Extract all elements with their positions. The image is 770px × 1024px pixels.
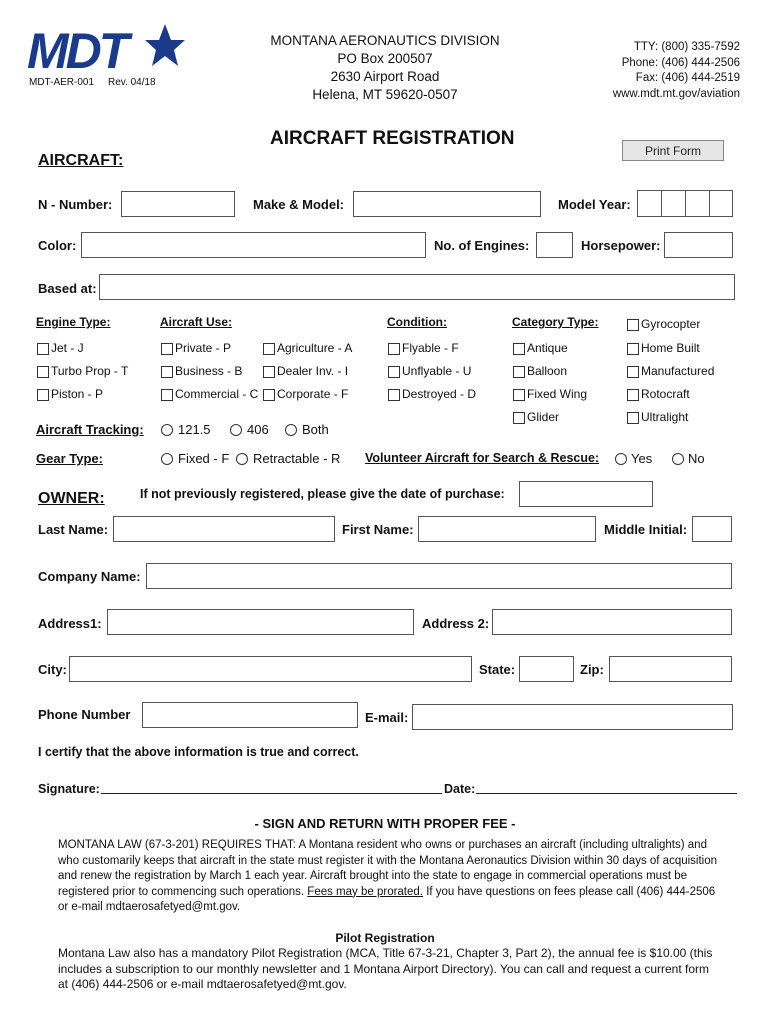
signature-line[interactable] <box>101 792 442 794</box>
owner-heading: OWNER: <box>38 490 105 507</box>
checkbox-dealer-inv[interactable] <box>263 366 275 378</box>
mdt-logo <box>25 20 185 78</box>
first-name-input[interactable] <box>418 516 596 542</box>
company-name-label: Company Name: <box>38 569 141 584</box>
option-flyable: Flyable - F <box>402 341 459 355</box>
option-destroyed: Destroyed - D <box>402 387 477 401</box>
form-revision: Rev. 04/18 <box>108 77 156 88</box>
radio-yes[interactable] <box>615 453 627 465</box>
checkbox-commercial[interactable] <box>161 389 173 401</box>
option-commercial: Commercial - C <box>175 387 259 401</box>
purchase-date-label: If not previously registered, please give the date of purchase: <box>140 487 505 501</box>
radio-both[interactable] <box>285 424 297 436</box>
horsepower-label: Horsepower: <box>581 238 661 253</box>
checkbox-business[interactable] <box>161 366 173 378</box>
category-type-title: Category Type: <box>512 315 599 329</box>
model-year-digit-1[interactable] <box>637 190 662 217</box>
print-form-button[interactable]: Print Form <box>622 140 724 161</box>
option-balloon: Balloon <box>527 364 568 378</box>
aircraft-heading: AIRCRAFT: <box>38 152 124 169</box>
color-input[interactable] <box>81 232 426 258</box>
option-turbo-prop: Turbo Prop - T <box>51 364 129 378</box>
option-fixed-wing: Fixed Wing <box>527 387 588 401</box>
checkbox-ultralight[interactable] <box>627 412 639 424</box>
page-title: AIRCRAFT REGISTRATION <box>270 128 515 149</box>
engine-type-title: Engine Type: <box>36 315 111 329</box>
tracking-label: Aircraft Tracking: <box>36 422 144 437</box>
checkbox-flyable[interactable] <box>388 343 400 355</box>
gear-type-label: Gear Type: <box>36 451 103 466</box>
radio-406[interactable] <box>230 424 242 436</box>
email-label: E-mail: <box>365 710 409 725</box>
last-name-label: Last Name: <box>38 522 109 537</box>
company-name-input[interactable] <box>146 563 732 589</box>
engines-input[interactable] <box>536 232 573 258</box>
phone-input[interactable] <box>142 702 358 728</box>
email-input[interactable] <box>412 704 733 730</box>
agency-address: MONTANA AERONAUTICS DIVISION PO Box 200507 2630 Airport Road Helena, MT 59620-0507 <box>270 33 500 102</box>
option-unflyable: Unflyable - U <box>402 364 472 378</box>
date-line[interactable] <box>476 792 737 794</box>
checkbox-manufactured[interactable] <box>627 366 639 378</box>
prorated-note: Fees may be prorated. <box>307 885 423 898</box>
checkbox-rotocraft[interactable] <box>627 389 639 401</box>
checkbox-balloon[interactable] <box>513 366 525 378</box>
checkbox-corporate[interactable] <box>263 389 275 401</box>
option-121-5: 121.5 <box>178 422 211 437</box>
checkbox-jet[interactable] <box>37 343 49 355</box>
certify-statement: I certify that the above information is true and correct. <box>38 745 359 759</box>
horsepower-input[interactable] <box>664 232 733 258</box>
date-label: Date: <box>444 782 476 796</box>
option-antique: Antique <box>527 341 568 355</box>
pilot-registration-heading: Pilot Registration <box>335 931 435 945</box>
option-no: No <box>688 451 705 466</box>
model-year-digit-3[interactable] <box>685 190 710 217</box>
checkbox-home-built[interactable] <box>627 343 639 355</box>
address1-input[interactable] <box>107 609 414 635</box>
pilot-registration-text: Montana Law also has a mandatory Pilot Registration (MCA, Title 67-3-21, Chapter 3, Part 2), the annual fee is $10.00 (this includes a subscription to our monthly newsletter and 1 Montana Airport Directory). You can call and request a current form at (406) 444-2506 or e-mail mdtaerosafetyed@mt.gov. <box>58 946 713 991</box>
address2-input[interactable] <box>492 609 732 635</box>
address2-label: Address 2: <box>422 616 490 631</box>
n-number-label: N - Number: <box>38 197 113 212</box>
checkbox-gyrocopter[interactable] <box>627 319 639 331</box>
zip-input[interactable] <box>609 656 732 682</box>
color-label: Color: <box>38 238 77 253</box>
option-ultralight: Ultralight <box>641 410 689 424</box>
star-icon <box>145 24 185 66</box>
radio-no[interactable] <box>672 453 684 465</box>
radio-fixed[interactable] <box>161 453 173 465</box>
checkbox-private[interactable] <box>161 343 173 355</box>
option-corporate: Corporate - F <box>277 387 349 401</box>
first-name-label: First Name: <box>342 522 414 537</box>
state-label: State: <box>479 662 516 677</box>
middle-initial-label: Middle Initial: <box>604 522 688 537</box>
option-gyrocopter: Gyrocopter <box>641 317 701 331</box>
model-year-digit-2[interactable] <box>661 190 686 217</box>
option-fixed: Fixed - F <box>178 451 230 466</box>
checkbox-glider[interactable] <box>513 412 525 424</box>
model-year-digit-4[interactable] <box>709 190 733 217</box>
option-glider: Glider <box>527 410 560 424</box>
city-label: City: <box>38 662 67 677</box>
make-model-label: Make & Model: <box>253 197 345 212</box>
phone-label: Phone Number <box>38 707 131 722</box>
option-dealer-inv: Dealer Inv. - I <box>277 364 349 378</box>
checkbox-fixed-wing[interactable] <box>513 389 525 401</box>
aircraft-use-title: Aircraft Use: <box>160 315 233 329</box>
option-406: 406 <box>247 422 269 437</box>
agency-contact: TTY: (800) 335-7592 Phone: (406) 444-2506 Fax: (406) 444-2519 www.mdt.mt.gov/aviation <box>612 41 740 100</box>
engines-label: No. of Engines: <box>434 238 530 253</box>
n-number-input[interactable] <box>121 191 235 217</box>
checkbox-piston[interactable] <box>37 389 49 401</box>
return-heading: - SIGN AND RETURN WITH PROPER FEE - <box>254 816 516 831</box>
middle-initial-input[interactable] <box>692 516 732 542</box>
purchase-date-input[interactable] <box>519 481 653 507</box>
signature-label: Signature: <box>38 782 100 796</box>
radio-retractable[interactable] <box>236 453 248 465</box>
model-year-boxes <box>637 190 733 217</box>
checkbox-agriculture[interactable] <box>263 343 275 355</box>
make-model-input[interactable] <box>353 191 541 217</box>
based-at-input[interactable] <box>99 274 735 300</box>
option-yes: Yes <box>631 451 653 466</box>
zip-label: Zip: <box>580 662 604 677</box>
state-input[interactable] <box>519 656 574 682</box>
option-both: Both <box>302 422 329 437</box>
checkbox-unflyable[interactable] <box>388 366 400 378</box>
option-private: Private - P <box>175 341 232 355</box>
option-rotocraft: Rotocraft <box>641 387 690 401</box>
svg-text:MDT: MDT <box>27 23 127 78</box>
option-agriculture: Agriculture - A <box>277 341 353 355</box>
checkbox-turbo-prop[interactable] <box>37 366 49 378</box>
form-id: MDT-AER-001 <box>29 77 95 88</box>
condition-title: Condition: <box>387 315 447 329</box>
volunteer-label: Volunteer Aircraft for Search & Rescue: <box>365 451 600 465</box>
montana-law-text: MONTANA LAW (67-3-201) REQUIRES THAT: A Montana resident who owns or purchases an aircraft (including ultralights) and who customarily keeps that aircraft in the state must register it with the Montana Aeronautics Division within 30 days of acquisition and renew the registration by March 1 each year. Aircraft brought into the state to engage in commercial operations must be registered prior to commencing such operations. Fees may be prorated. If you have questions on fees please call (406) 444-2506 or e-mail mdtaerosafetyed@mt.gov. <box>58 839 718 913</box>
option-manufactured: Manufactured <box>641 364 715 378</box>
radio-121-5[interactable] <box>161 424 173 436</box>
option-retractable: Retractable - R <box>253 451 341 466</box>
based-at-label: Based at: <box>38 281 97 296</box>
last-name-input[interactable] <box>113 516 335 542</box>
model-year-label: Model Year: <box>558 197 631 212</box>
option-jet: Jet - J <box>51 341 84 355</box>
option-business: Business - B <box>175 364 243 378</box>
option-home-built: Home Built <box>641 341 700 355</box>
address1-label: Address1: <box>38 616 102 631</box>
checkbox-destroyed[interactable] <box>388 389 400 401</box>
option-piston: Piston - P <box>51 387 104 401</box>
checkbox-antique[interactable] <box>513 343 525 355</box>
city-input[interactable] <box>69 656 472 682</box>
